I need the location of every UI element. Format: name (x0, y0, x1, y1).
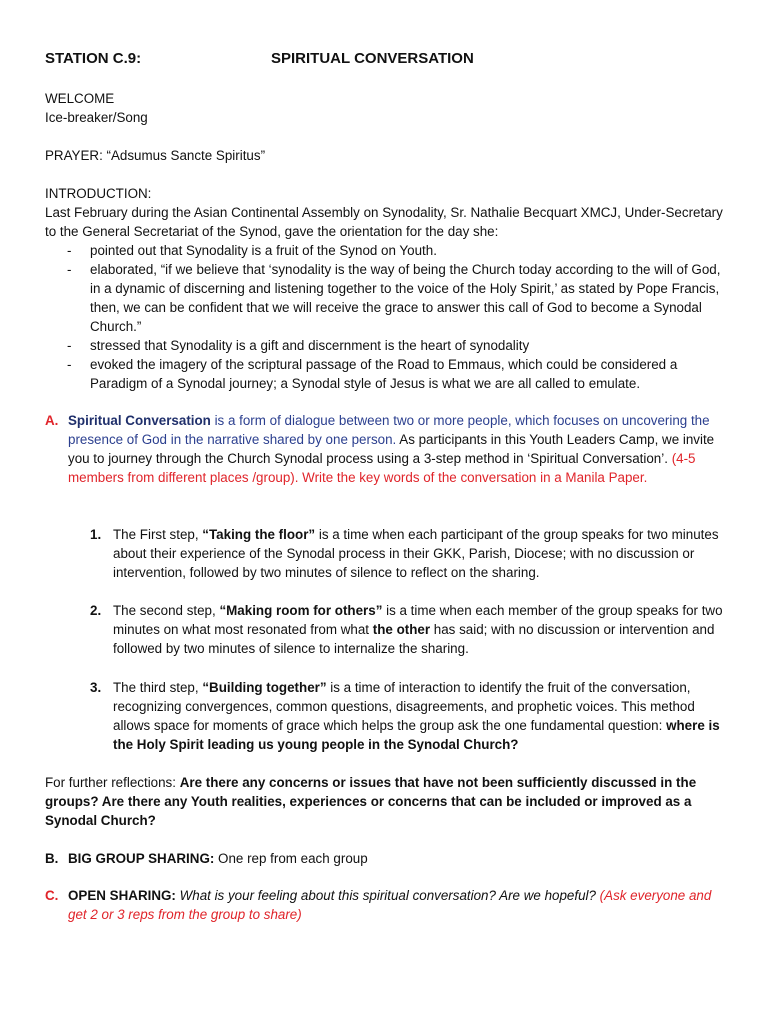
step-emphasis: the other (372, 622, 431, 637)
section-c-label: OPEN SHARING: (68, 888, 176, 903)
list-item: - pointed out that Synodality is a fruit of the Synod on Youth. (67, 243, 437, 258)
station-title: SPIRITUAL CONVERSATION (271, 50, 474, 67)
steps-list (45, 678, 725, 754)
welcome-block (45, 89, 725, 127)
introduction-paragraph: Last February during the Asian Continental Assembly on Synodality, Sr. Nathalie Becquart XMCJ, Under-Secretary to the General Secretariat of the Synod, gave the orientation for the day she: (45, 205, 723, 239)
station-code: STATION C.9: (45, 50, 142, 67)
step-number: 2. (90, 603, 102, 618)
section-b-label: BIG GROUP SHARING: (68, 851, 215, 866)
introduction-heading: INTRODUCTION: (45, 186, 152, 201)
steps-list (45, 601, 725, 658)
section-b-letter: B. (45, 851, 59, 866)
section-c-body (68, 886, 725, 924)
section-c-letter: C. (45, 888, 59, 903)
section-c-question: What is your feeling about this spiritual conversation? Are we hopeful? (175, 888, 600, 903)
step-item: 1. The First step, “Taking the floor” is a time when each participant of the group speaks for two minutes about their experience of the Synodal process in their GKK, Parish, Diocese; with no discussion or intervention, followed by two minutes of silence to reflect on the sharing. (90, 527, 719, 580)
section-b (45, 849, 725, 868)
prayer-line: PRAYER: “Adsumus Sancte Spiritus” (45, 148, 266, 163)
section-a-instruction: (4-5 members from different places /group). Write the key words of the conversation in a Manila Paper. (68, 451, 696, 485)
dash-bullet: - (67, 243, 72, 258)
section-a-letter: A. (45, 413, 59, 428)
step-item: 2. The second step, “Making room for others” is a time when each member of the group speaks for two minutes on what most resonated from what the other has said; with no discussion or intervention and followed by two minutes of silence to internalize the sharing. (90, 603, 723, 656)
further-reflections-questions: Are there any concerns or issues that have not been sufficiently discussed in the groups? Are there any Youth realities, experiences or concerns that can be included or improved as a Synodal Church? (45, 775, 697, 828)
section-a-body (68, 411, 725, 487)
section-a-definition: is a form of dialogue between two or more people, which focuses on uncovering the presence of God in the narrative shared by one person. (68, 413, 710, 447)
dash-bullet: - (67, 262, 72, 277)
step-key-term: “Building together” (202, 680, 327, 695)
step-number: 3. (90, 680, 102, 695)
list-item: - elaborated, “if we believe that ‘synodality is the way of being the Church today according to the will of God, in a dynamic of discerning and listening together to the voice of the Holy Spirit,’ as stated by Pope Francis, then, we can be confident that we will receive the grace to answer this call of God to become a Synodal Church.” (67, 262, 721, 334)
step-number: 1. (90, 527, 102, 542)
list-item: - stressed that Synodality is a gift and discernment is the heart of synodality (67, 338, 530, 353)
step-key-term: “Making room for others” (219, 603, 383, 618)
further-reflections-label: For further reflections: (45, 775, 180, 790)
further-reflections (45, 773, 725, 830)
welcome-heading: WELCOME (45, 91, 115, 106)
section-a (45, 411, 725, 487)
list-item: - evoked the imagery of the scriptural passage of the Road to Emmaus, which could be considered a Paradigm of a Synodal journey; a Synodal style of Jesus is what we are all called to emulate. (67, 357, 678, 391)
step-key-term: “Taking the floor” (202, 527, 316, 542)
introduction-block (45, 184, 725, 393)
section-a-term: Spiritual Conversation (68, 413, 211, 428)
welcome-subtitle: Ice-breaker/Song (45, 110, 148, 125)
step-question: where is the Holy Spirit leading us young people in the Synodal Church? (113, 718, 720, 752)
dash-bullet: - (67, 338, 72, 353)
section-b-body (68, 849, 725, 868)
section-a-invitation: As participants in this Youth Leaders Camp, we invite you to journey through the Church Synodal process using a 3-step method in ‘Spiritual Conversation’. (68, 432, 715, 466)
dash-bullet: - (67, 357, 72, 372)
step-item: 3. The third step, “Building together” is a time of interaction to identify the fruit of the conversation, recognizing convergences, common questions, disagreements, and prophetic voices. This method allows space for moments of grace which helps the group ask the one fundamental question: where is the Holy Spirit leading us young people in the Synodal Church? (90, 680, 720, 752)
section-b-text: One rep from each group (214, 851, 368, 866)
introduction-list (45, 241, 725, 393)
section-c (45, 886, 725, 924)
steps-list (45, 525, 725, 582)
section-c-instruction: (Ask everyone and get 2 or 3 reps from the group to share) (68, 888, 712, 922)
